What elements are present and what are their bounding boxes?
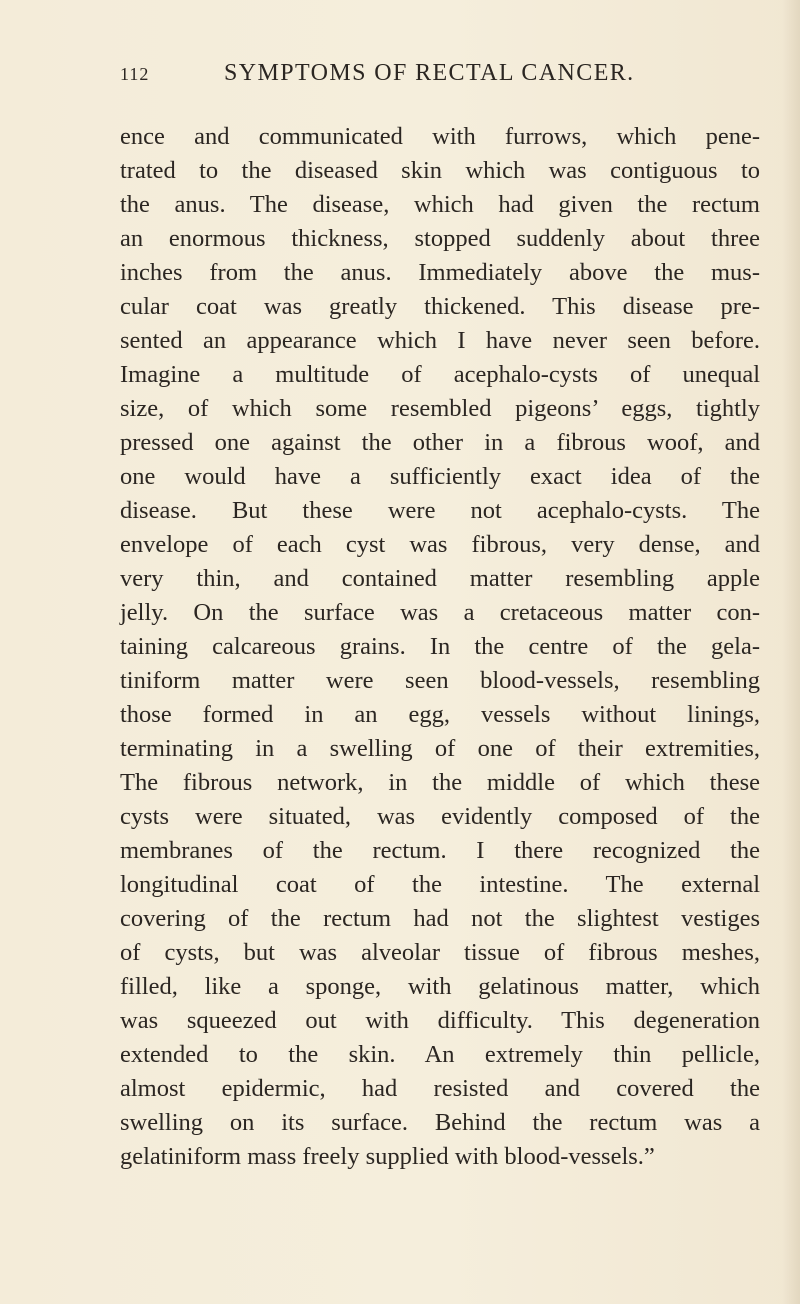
text-line: swelling on its surface. Behind the rectum was a (120, 1109, 760, 1136)
text-line: trated to the diseased skin which was contiguous to (120, 157, 760, 184)
text-line: pressed one against the other in a fibrous woof, and (120, 429, 760, 456)
text-line: tiniform matter were seen blood-vessels, resembling (120, 667, 760, 694)
body-text (120, 120, 760, 1174)
text-line: gelatiniform mass freely supplied with blood-vessels.” (120, 1143, 655, 1170)
text-line: size, of which some resembled pigeons’ eggs, tightly (120, 395, 760, 422)
page-header (120, 60, 760, 96)
text-line: filled, like a sponge, with gelatinous matter, which (120, 973, 760, 1000)
text-line: an enormous thickness, stopped suddenly about three (120, 225, 760, 252)
text-line: almost epidermic, had resisted and covered the (120, 1075, 760, 1102)
text-line: cysts were situated, was evidently composed of the (120, 803, 760, 830)
text-line: those formed in an egg, vessels without linings, (120, 701, 760, 728)
text-line: longitudinal coat of the intestine. The external (120, 871, 760, 898)
text-line: one would have a sufficiently exact idea of the (120, 463, 760, 490)
text-line: terminating in a swelling of one of their extremities, (120, 735, 760, 762)
text-line: envelope of each cyst was fibrous, very dense, and (120, 531, 760, 558)
text-line: cular coat was greatly thickened. This disease pre- (120, 293, 760, 320)
text-line: Imagine a multitude of acephalo-cysts of unequal (120, 361, 760, 388)
text-line: disease. But these were not acephalo-cysts. The (120, 497, 760, 524)
text-line: taining calcareous grains. In the centre of the gela- (120, 633, 760, 660)
text-line: extended to the skin. An extremely thin pellicle, (120, 1041, 760, 1068)
text-line: inches from the anus. Immediately above the mus- (120, 259, 760, 286)
text-line: sented an appearance which I have never seen before. (120, 327, 760, 354)
text-line: covering of the rectum had not the slightest vestiges (120, 905, 760, 932)
text-line: jelly. On the surface was a cretaceous matter con- (120, 599, 760, 626)
text-line: very thin, and contained matter resembling apple (120, 565, 760, 592)
page-edge-shading (782, 0, 800, 1304)
text-line: ence and communicated with furrows, which pene- (120, 123, 760, 150)
text-line: of cysts, but was alveolar tissue of fibrous meshes, (120, 939, 760, 966)
text-line: was squeezed out with difficulty. This degeneration (120, 1007, 760, 1034)
running-title: SYMPTOMS OF RECTAL CANCER. (224, 60, 635, 86)
text-line: the anus. The disease, which had given the rectum (120, 191, 760, 218)
page-number: 112 (120, 64, 150, 84)
text-line: membranes of the rectum. I there recognized the (120, 837, 760, 864)
text-line: The fibrous network, in the middle of which these (120, 769, 760, 796)
